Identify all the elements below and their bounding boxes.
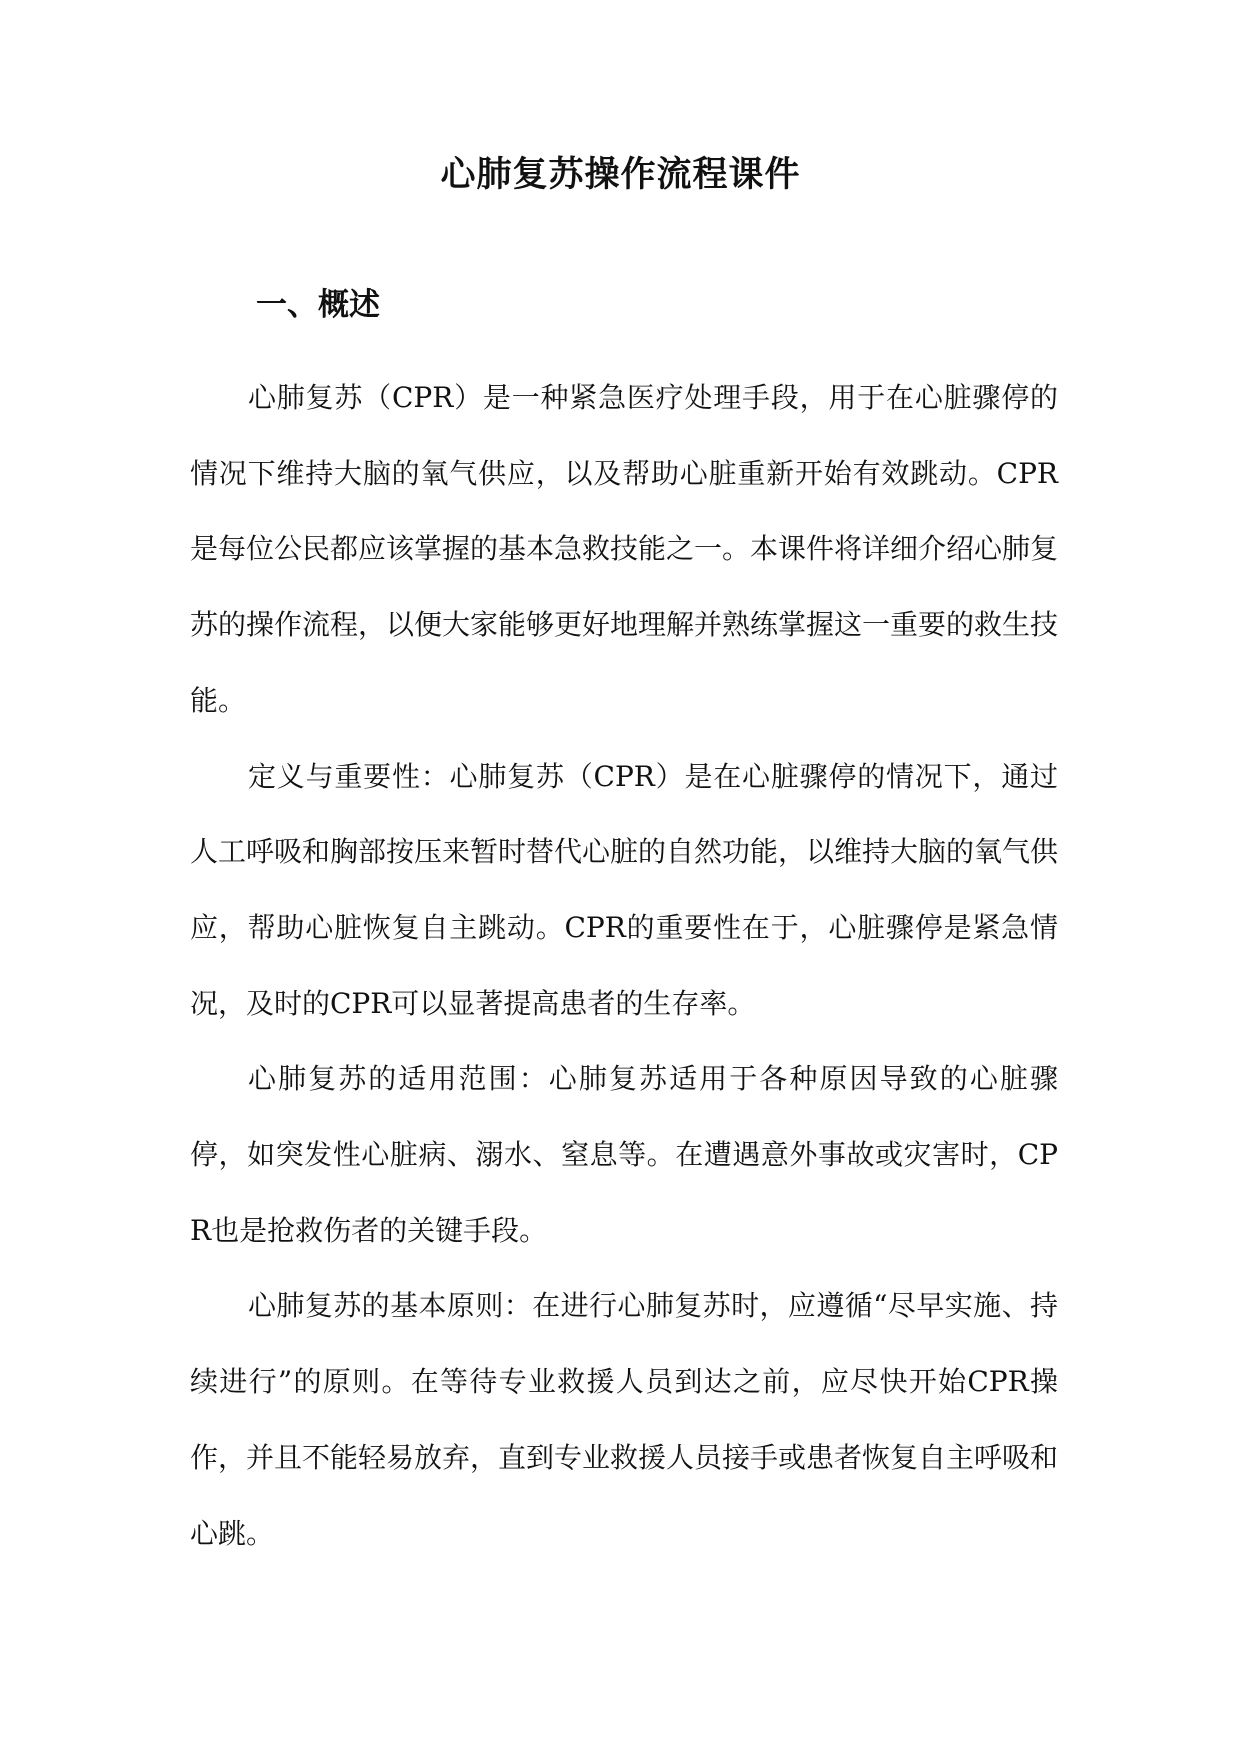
paragraph-principles: 心肺复苏的基本原则：在进行心肺复苏时，应遵循“尽早实施、持续进行”的原则。在等待专业救援人员到达之前，应尽快开始CPR操作，并且不能轻易放弃，直到专业救援人员接手或患者恢复自主呼吸和心跳。 <box>190 1289 1059 1550</box>
paragraph-intro: 心肺复苏（CPR）是一种紧急医疗处理手段，用于在心脏骤停的情况下维持大脑的氧气供应，以及帮助心脏重新开始有效跳动。CPR是每位公民都应该掌握的基本急救技能之一。本课件将详细介绍心肺复苏的操作流程，以便大家能够更好地理解并熟练掌握这一重要的救生技能。 <box>190 381 1059 717</box>
document-title: 心肺复苏操作流程课件 <box>440 155 801 195</box>
section-heading-overview: 一、概述 <box>256 287 380 323</box>
section-body <box>190 360 1058 1571</box>
paragraph-scope: 心肺复苏的适用范围：心肺复苏适用于各种原因导致的心脏骤停，如突发性心脏病、溺水、窒息等。在遭遇意外事故或灾害时，CPR也是抢救伤者的关键手段。 <box>190 1062 1058 1247</box>
paragraph-definition: 定义与重要性：心肺复苏（CPR）是在心脏骤停的情况下，通过人工呼吸和胸部按压来暂时替代心脏的自然功能，以维持大脑的氧气供应，帮助心脏恢复自主跳动。CPR的重要性在于，心脏骤停是紧急情况，及时的CPR可以显著提高患者的生存率。 <box>190 759 1059 1020</box>
